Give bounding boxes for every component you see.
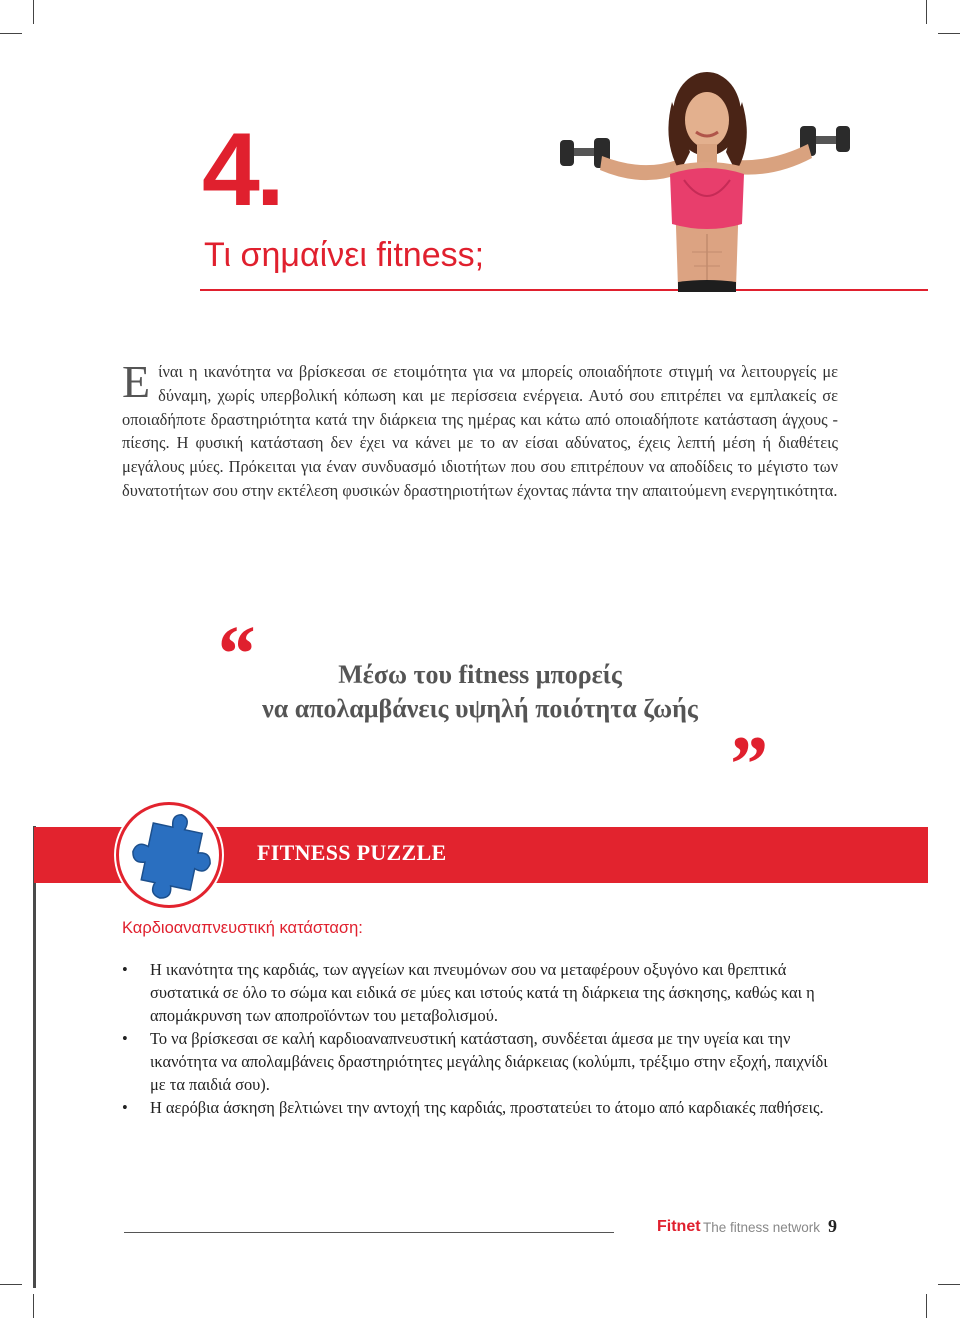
banner-title: FITNESS PUZZLE	[257, 840, 447, 865]
crop-mark	[926, 0, 927, 24]
list-item: • Η αερόβια άσκηση βελτιώνει την αντοχή της καρδιάς, προστατεύει το άτομο από καρδιακές παθήσεις.	[122, 1096, 838, 1119]
chapter-number: 4.	[202, 112, 281, 228]
list-item: • Η ικανότητα της καρδιάς, των αγγείων και πνευμόνων σου να μεταφέρουν οξυγόνο και θρεπτικά συστατικά σε όλο το σώμα και ειδικά σε μύες και ιστούς κατά τη διάρκεια της άσκησης, καθώς και η απομάκρυνση των αποπροϊόντων του μεταβολισμού.	[122, 958, 838, 1027]
intro-paragraph	[122, 356, 838, 503]
footer-rule	[124, 1232, 614, 1233]
quote-open-mark: “	[214, 611, 254, 699]
crop-mark	[938, 1284, 960, 1285]
section-left-border	[33, 826, 36, 1288]
quote-close-mark: ”	[726, 721, 766, 809]
fitness-woman-illustration	[552, 62, 862, 292]
crop-mark	[938, 33, 960, 34]
footer-brand: Fitnet	[657, 1218, 701, 1235]
drop-cap: Ε	[122, 356, 151, 407]
intro-text-a: ίναι η ικανότητα να βρίσκεσαι σε ετοιμότητα για να μπορείς οποιαδήποτε στιγμή να λειτουργείς με δύναμη, χωρίς υπερβολική κόπωση και με περίσσεια ενέργεια. Αυτό σου επιτρέπει να εμπλακείς σε οποιαδήποτε δραστηριότητα κατά την διάρκεια της ημέρας και κάτω από οποιαδήποτε κατάσταση άγχους - πίεσης.	[122, 362, 838, 453]
puzzle-piece-icon	[119, 805, 219, 905]
footer-tagline: The fitness network	[703, 1220, 821, 1235]
section-heading: Καρδιοαναπνευστική κατάσταση:	[122, 919, 363, 937]
crop-mark	[926, 1294, 927, 1318]
crop-mark	[0, 33, 22, 34]
pull-quote-line-1: Μέσω του fitness μπορείς	[338, 660, 622, 689]
chapter-title: Τι σημαίνει fitness;	[204, 236, 485, 274]
pull-quote-line-2: να απολαμβάνεις υψηλή ποιότητα ζωής	[262, 694, 698, 723]
crop-mark	[33, 1294, 34, 1318]
intro-text-b: Η φυσική κατάσταση δεν έχει να κάνει με το αν είσαι αδύνατος, έχεις λεπτή μέση ή διαθέτεις μεγάλους μύες.	[122, 433, 838, 477]
list-item: • Το να βρίσκεσαι σε καλή καρδιοαναπνευστική κατάσταση, συνδέεται άμεσα με την υγεία και την ικανότητα να απολαμβάνεις δραστηριότητες μεγάλης διάρκειας (κολύμπι, τρέξιμο στην εξοχή, παιχνίδι με τα παιδιά σου).	[122, 1027, 838, 1096]
intro-text-c: Πρόκειται για έναν συνδυασμό ιδιοτήτων που σου επιτρέπουν να αποδίδεις το μέγιστο των δυνατοτήτων σου στην εκτέλεση φυσικών δραστηριοτήτων έχοντας πάντα την απαιτούμενη ενεργητικότητα.	[122, 457, 838, 500]
puzzle-badge	[116, 802, 222, 908]
crop-mark	[33, 0, 34, 24]
crop-mark	[0, 1284, 22, 1285]
bullet-list	[122, 958, 838, 1119]
page-number: 9	[828, 1216, 837, 1236]
